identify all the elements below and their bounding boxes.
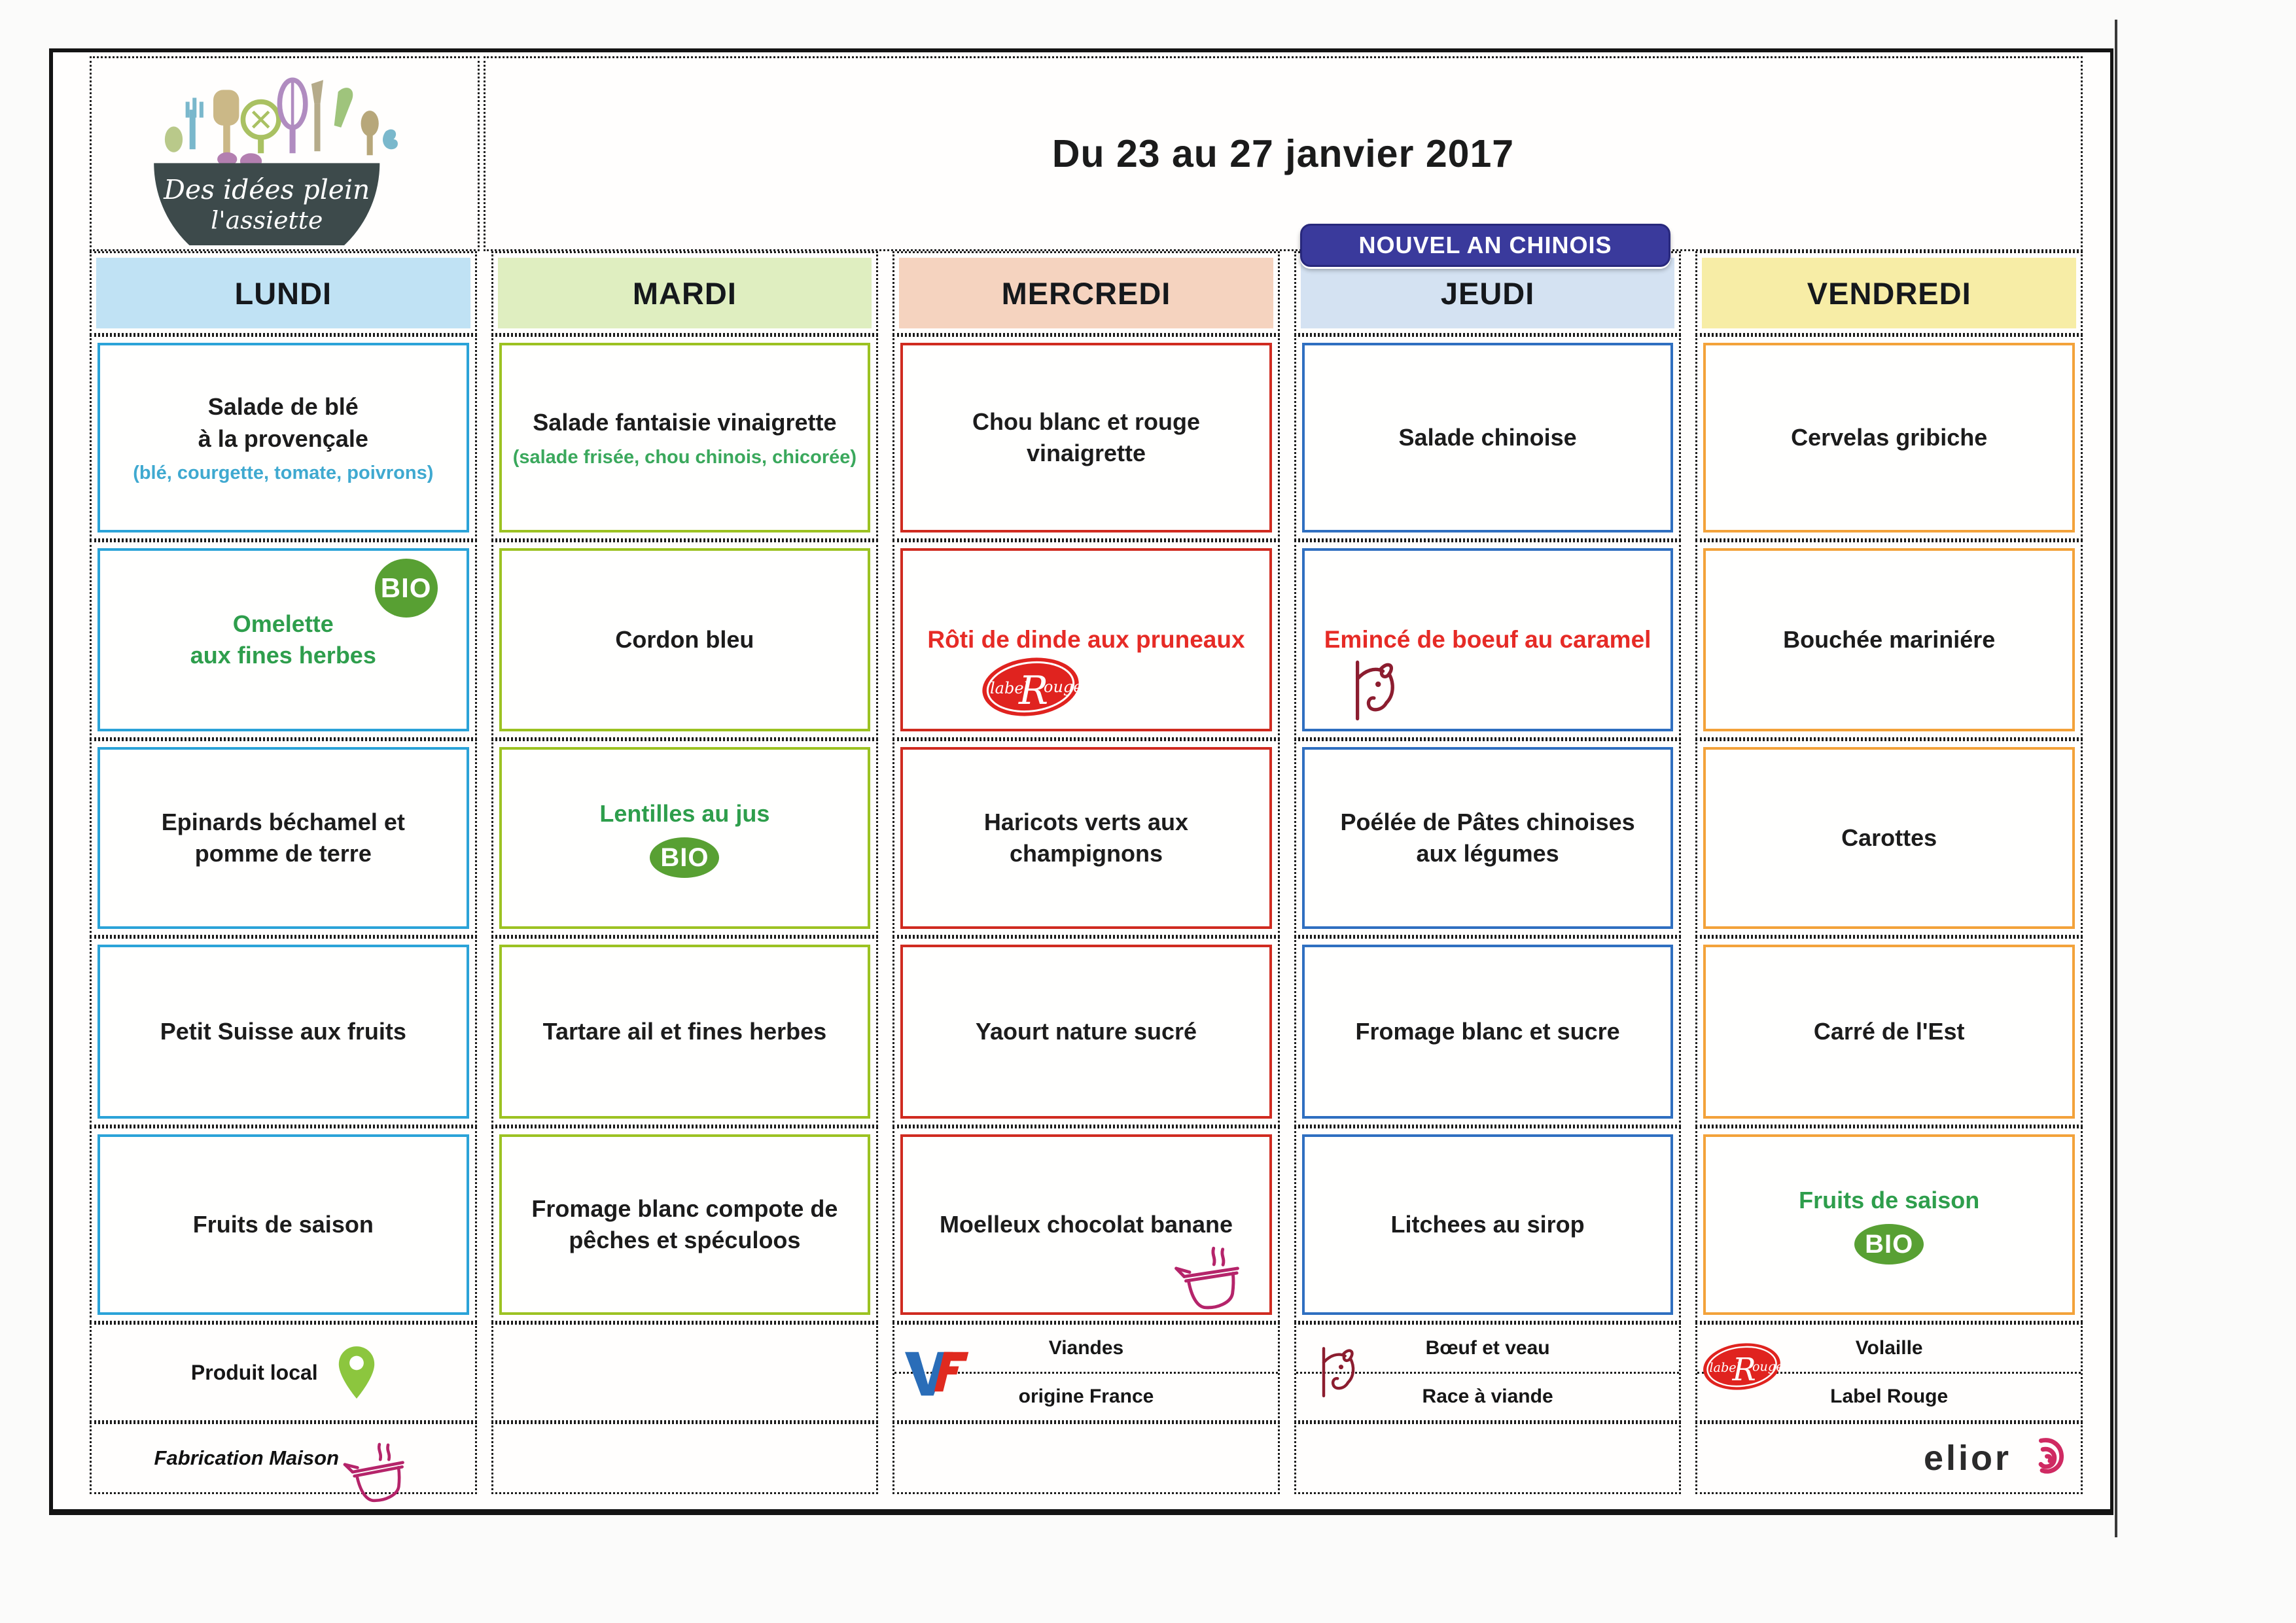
fabrication-maison-label: Fabrication Maison — [154, 1446, 340, 1469]
dish-card — [499, 343, 871, 532]
dish-line: Petit Suisse aux fruits — [160, 1017, 406, 1045]
dish-line: champignons — [1009, 840, 1163, 867]
des-idees-plein-lassiette-logo-icon — [131, 62, 438, 245]
legend-cell-empty — [491, 1323, 879, 1422]
menu-cell — [892, 937, 1280, 1126]
label-rouge-text: label — [1709, 1360, 1741, 1376]
dish-line: Yaourt nature sucré — [975, 1017, 1197, 1045]
dish-card — [1703, 1134, 2075, 1315]
day-header-mardi: MARDI — [498, 258, 872, 328]
menu-cell — [892, 1126, 1280, 1323]
dish-card — [499, 1134, 871, 1315]
legend-viandes-line2: origine France — [1018, 1386, 1154, 1408]
dish-card — [1703, 945, 2075, 1119]
menu-cell — [1695, 739, 2083, 937]
cow-icon — [1318, 1345, 1359, 1400]
dish-line: Moelleux chocolat banane — [939, 1210, 1233, 1238]
dish-card — [97, 1134, 469, 1315]
dish-card — [1302, 548, 1674, 731]
dish-line: aux légumes — [1416, 840, 1559, 867]
dish-line: Salade de blé — [207, 393, 359, 421]
dish-line: Carré de l'Est — [1813, 1017, 1965, 1045]
homemade-pot-icon — [1171, 1242, 1250, 1320]
dish-line: Rôti de dinde aux pruneaux — [927, 626, 1245, 654]
menu-cell — [90, 937, 477, 1126]
label-rouge-text: ouge — [1752, 1359, 1784, 1374]
cow-icon — [1351, 658, 1400, 724]
elior-wordmark: elior — [1923, 1439, 2011, 1478]
menu-cell — [491, 1126, 879, 1323]
menu-cell — [491, 739, 879, 937]
dish-card — [1302, 747, 1674, 929]
dish-card — [1703, 747, 2075, 929]
legend-cell-viandes — [892, 1323, 1280, 1422]
dish-card — [1302, 343, 1674, 532]
dish-card — [1302, 945, 1674, 1119]
menu-cell — [1294, 937, 1682, 1126]
day-header-jeudi: JEUDI — [1301, 258, 1675, 328]
dish-line: vinaigrette — [1026, 440, 1146, 466]
label-rouge-icon — [975, 654, 1086, 720]
menu-cell — [90, 1126, 477, 1323]
dish-line: Tartare ail et fines herbes — [542, 1017, 827, 1045]
legend-boeuf-line2: Race à viande — [1422, 1386, 1553, 1408]
dish-card — [900, 343, 1272, 532]
dish-line: pomme de terre — [194, 840, 372, 867]
menu-grid — [90, 251, 2083, 1494]
dish-line: Litchees au sirop — [1390, 1210, 1585, 1238]
menu-cell — [1695, 1126, 2083, 1323]
elior-rose-icon — [2015, 1428, 2075, 1489]
homemade-pot-icon — [340, 1437, 416, 1512]
dish-line: Epinards béchamel et — [161, 808, 405, 835]
legend-cell-boeuf — [1294, 1323, 1682, 1422]
legend-viandes-line1: Viandes — [894, 1325, 1278, 1374]
dish-card — [499, 945, 871, 1119]
map-pin-icon — [338, 1345, 376, 1400]
menu-cell — [892, 739, 1280, 937]
legend-cell-volaille — [1695, 1323, 2083, 1422]
dish-card — [900, 548, 1272, 731]
dish-card — [499, 548, 871, 731]
logo-text-line2: l'assiette — [211, 205, 323, 235]
day-header-vendredi: VENDREDI — [1702, 258, 2076, 328]
page-title: Du 23 au 27 janvier 2017 — [1051, 132, 1515, 175]
day-header-slot — [1695, 251, 2083, 335]
label-rouge-text: R — [1732, 1352, 1757, 1389]
dish-card — [1703, 548, 2075, 731]
menu-cell — [892, 335, 1280, 540]
menu-cell — [491, 540, 879, 739]
nouvel-an-chinois-banner — [1300, 224, 1670, 267]
dish-card — [1302, 1134, 1674, 1315]
menu-cell — [491, 937, 879, 1126]
bottom-cell-empty — [1294, 1422, 1682, 1494]
legend-volaille-line1: Volaille — [1697, 1325, 2081, 1374]
top-band — [90, 56, 2083, 251]
label-rouge-text: label — [990, 679, 1029, 697]
legend-volaille-line2: Label Rouge — [1830, 1386, 1949, 1408]
dish-line: Emincé de boeuf au caramel — [1324, 626, 1651, 654]
bio-badge: BIO — [375, 559, 438, 618]
dish-card — [900, 945, 1272, 1119]
label-rouge-icon — [1700, 1340, 1784, 1393]
day-header-lundi: LUNDI — [96, 258, 470, 328]
dish-line: à la provençale — [198, 425, 368, 452]
scan-edge-line — [2115, 20, 2117, 1537]
legend-cell-produit-local — [90, 1323, 477, 1422]
menu-cell — [1294, 739, 1682, 937]
menu-cell — [1294, 540, 1682, 739]
dish-line: Fruits de saison — [1799, 1186, 1980, 1213]
dish-line: Carottes — [1841, 824, 1937, 851]
dish-line: Lentilles au jus — [599, 799, 770, 827]
menu-cell — [491, 335, 879, 540]
banner-label: NOUVEL AN CHINOIS — [1358, 232, 1612, 258]
dish-line: Chou blanc et rouge — [972, 408, 1200, 435]
menu-cell — [90, 739, 477, 937]
dish-card — [900, 1134, 1272, 1315]
label-rouge-text: ouge — [1044, 678, 1083, 696]
elior-logo — [1924, 1433, 2070, 1484]
menu-cell — [1695, 937, 2083, 1126]
title-cell — [484, 56, 2083, 251]
dish-card — [900, 747, 1272, 929]
bio-badge: BIO — [650, 837, 719, 878]
dish-card — [97, 548, 469, 731]
dish-line: pêches et spéculoos — [569, 1227, 801, 1253]
dish-line: Fromage blanc et sucre — [1355, 1017, 1620, 1045]
dish-line: aux fines herbes — [190, 642, 376, 669]
dish-ingredients: (salade frisée, chou chinois, chicorée) — [512, 446, 857, 468]
dish-line: Haricots verts aux — [983, 808, 1189, 835]
dish-line: Salade chinoise — [1398, 423, 1577, 451]
bio-badge: BIO — [1854, 1224, 1924, 1265]
dish-ingredients: (blé, courgette, tomate, poivrons) — [133, 462, 434, 483]
dish-card — [97, 747, 469, 929]
menu-sheet — [49, 48, 2113, 1515]
dish-line: Salade fantaisie vinaigrette — [533, 409, 837, 436]
dish-line: Poélée de Pâtes chinoises — [1340, 808, 1635, 835]
logo-text-line1: Des idées plein — [164, 173, 370, 205]
brand-logo — [90, 56, 480, 251]
day-header-mercredi: MERCREDI — [899, 258, 1273, 328]
legend-produit-local-label: Produit local — [190, 1360, 318, 1384]
bottom-cell-elior — [1695, 1422, 2083, 1494]
menu-cell — [1294, 335, 1682, 540]
menu-cell — [892, 540, 1280, 739]
dish-card — [97, 945, 469, 1119]
day-header-slot — [892, 251, 1280, 335]
bottom-cell-empty — [491, 1422, 879, 1494]
menu-cell — [1294, 1126, 1682, 1323]
menu-cell — [90, 335, 477, 540]
dish-card — [499, 747, 871, 929]
bottom-cell-empty — [892, 1422, 1280, 1494]
dish-line: Bouchée mariniére — [1783, 625, 1996, 653]
viandes-france-icon — [905, 1345, 973, 1400]
dish-line: Fromage blanc compote de — [531, 1195, 838, 1222]
day-header-slot — [90, 251, 477, 335]
dish-line: Fruits de saison — [192, 1210, 374, 1238]
menu-cell — [1695, 540, 2083, 739]
bottom-cell-fabrication — [90, 1422, 477, 1494]
dish-line: Cervelas gribiche — [1791, 423, 1988, 451]
dish-line: Omelette — [232, 610, 334, 637]
menu-cell — [90, 540, 477, 739]
dish-line: Cordon bleu — [615, 625, 754, 653]
legend-boeuf-line1: Bœuf et veau — [1296, 1325, 1680, 1374]
dish-card — [97, 343, 469, 532]
day-header-slot — [491, 251, 879, 335]
label-rouge-text: R — [1019, 668, 1049, 714]
dish-card — [1703, 343, 2075, 532]
menu-cell — [1695, 335, 2083, 540]
